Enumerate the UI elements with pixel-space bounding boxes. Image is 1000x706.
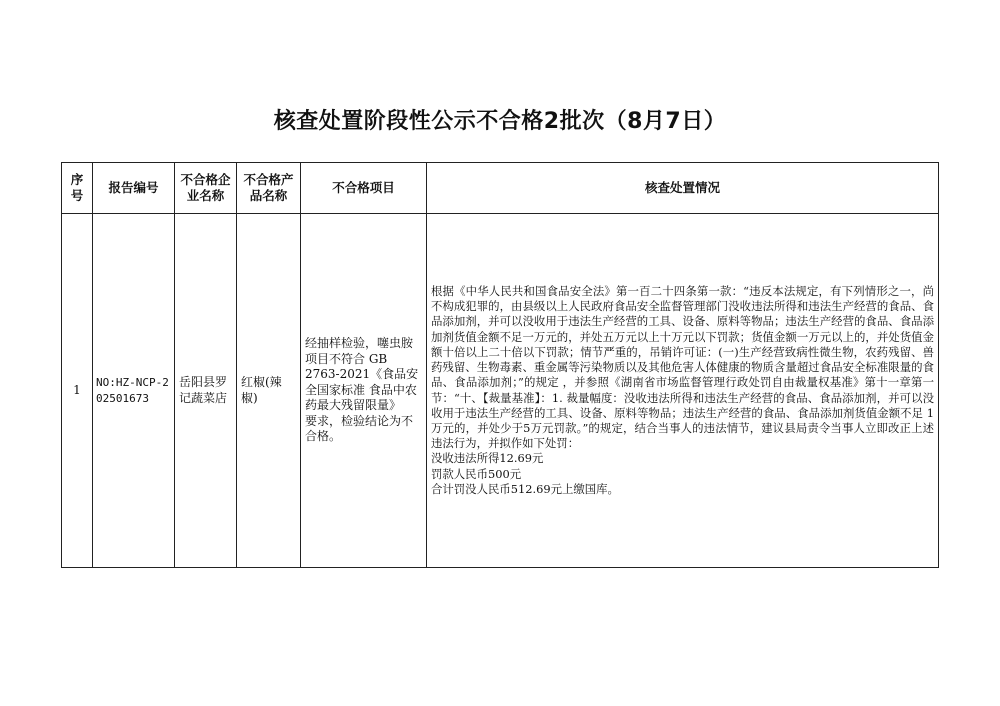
- cell-report-no: NO:HZ-NCP-202501673: [93, 214, 175, 568]
- header-disposal: 核查处置情况: [427, 163, 939, 214]
- cell-disposal: [427, 214, 939, 568]
- cell-index: 1: [62, 214, 93, 568]
- disposal-total-text: 合计罚没人民币512.69元上缴国库。: [431, 481, 619, 496]
- header-report-no: 报告编号: [93, 163, 175, 214]
- table-row: [62, 214, 939, 568]
- disposal-table: [61, 162, 939, 568]
- disposal-confiscate-text: 没收违法所得12.69元: [431, 451, 544, 466]
- cell-product: 红椒(辣椒): [237, 214, 301, 568]
- page-title: 核查处置阶段性公示不合格2批次（8月7日）: [273, 109, 727, 134]
- disposal-fine-text: 罚款人民币500元: [431, 466, 522, 481]
- header-enterprise: 不合格企业名称: [175, 163, 237, 214]
- cell-item: 经抽样检验，噻虫胺项目不符合 GB 2763-2021《食品安全国家标准 食品中农药最大残留限量》 要求，检验结论为不合格。: [301, 214, 427, 568]
- header-item: 不合格项目: [301, 163, 427, 214]
- table-header-row: [62, 163, 939, 214]
- header-index: 序号: [62, 163, 93, 214]
- cell-enterprise: 岳阳县罗记蔬菜店: [175, 214, 237, 568]
- header-product: 不合格产品名称: [237, 163, 301, 214]
- disposal-main-text: 根据《中华人民共和国食品安全法》第一百二十四条第一款：“违反本法规定，有下列情形之一，尚不构成犯罪的，由县级以上人民政府食品安全监督管理部门没收违法所得和违法生产经营的食品、食品添加剂，并可以没收用于违法生产经营的工具、设备、原料等物品；违法生产经营的食品、食品添加剂货值金额不足一万元的，并处五万元以上十万元以下罚款；货值金额一万元以上的，并处货值金额十倍以上二十倍以下罚款；情节严重的，吊销许可证：(一)生产经营致病性微生物，农药残留、兽药残留、生物毒素、重金属等污染物质以及其他危害人体健康的物质含量超过食品安全标准限量的食品、食品添加剂；”的规定 ，并参照《湖南省市场监督管理行政处罚自由裁量权基准》第十一章第一节：“十、【裁量基准】：1. 裁量幅度：没收违法所得和违法生产经营的食品、食品添加剂，并可以没收用于违法生产经营的工具、设备、原料等物品；违法生产经营的食品、食品添加剂货值金额不足 1 万元的，并处少于5万元罚款。”的规定，结合当事人的违法情节，建议县局责令当事人立即改正上述违法行为，并拟作如下处罚：: [431, 284, 934, 451]
